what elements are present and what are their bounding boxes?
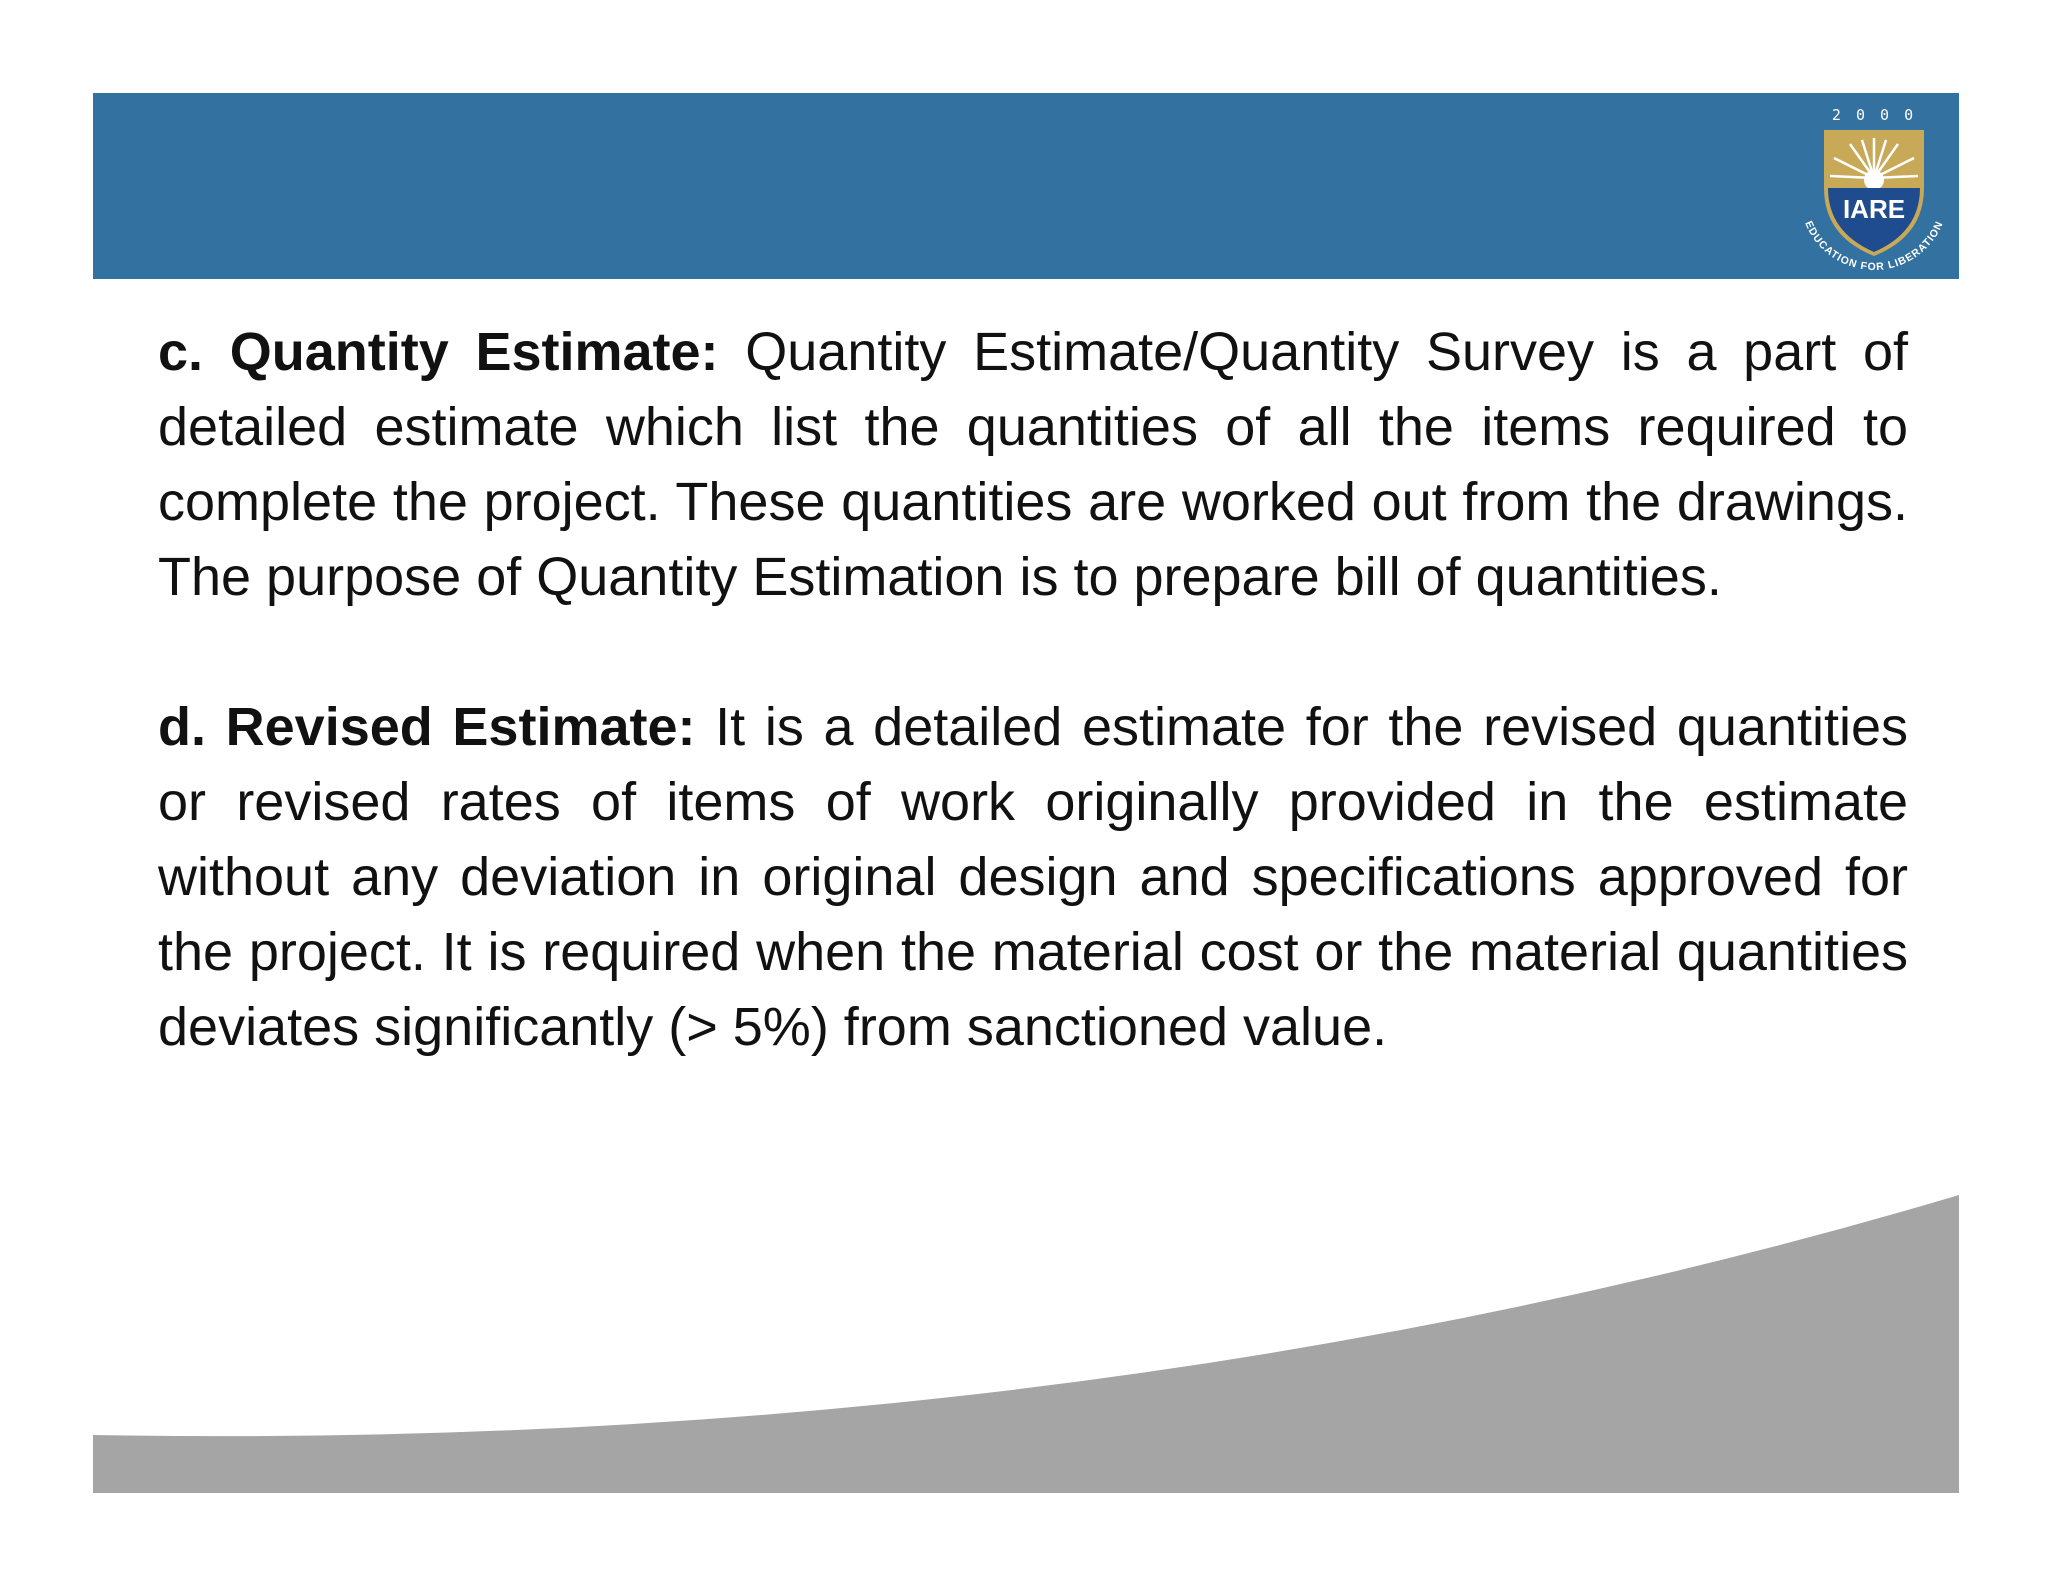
paragraph-quantity-estimate: [158, 315, 1908, 615]
slide-content: [158, 315, 1908, 1065]
paragraph-label: c. Quantity Estimate:: [158, 322, 719, 382]
footer-wave: [93, 1195, 1959, 1493]
header-band: [93, 93, 1959, 279]
logo-motto: EDUCATION FOR LIBERATION: [1802, 219, 1946, 274]
header-band-fill: [93, 93, 1959, 279]
paragraph-text: It is a detailed estimate for the revised quantities or revised rates of items of work originally provided in the estimate without any deviation in original design and specifications approved for the project. It is required when the material cost or the material quantities deviates significantly (> 5%) from sanctioned value.: [158, 697, 1909, 1057]
logo-year: 2 0 0 0: [1831, 106, 1917, 124]
paragraph-revised-estimate: [158, 690, 1908, 1065]
paragraph-text: Quantity Estimate/Quantity Survey is a part of detailed estimate which list the quantities of all the items required to complete the project. These quantities are worked out from the drawings. The purpose of Quantity Estimation is to prepare bill of quantities.: [158, 322, 1908, 607]
logo-name: IARE: [1842, 194, 1906, 224]
footer-wave-shape: [93, 1195, 1959, 1493]
paragraph-label: d. Revised Estimate:: [158, 697, 696, 757]
iare-logo: [1790, 96, 1958, 276]
logo-sun: [1864, 170, 1884, 190]
